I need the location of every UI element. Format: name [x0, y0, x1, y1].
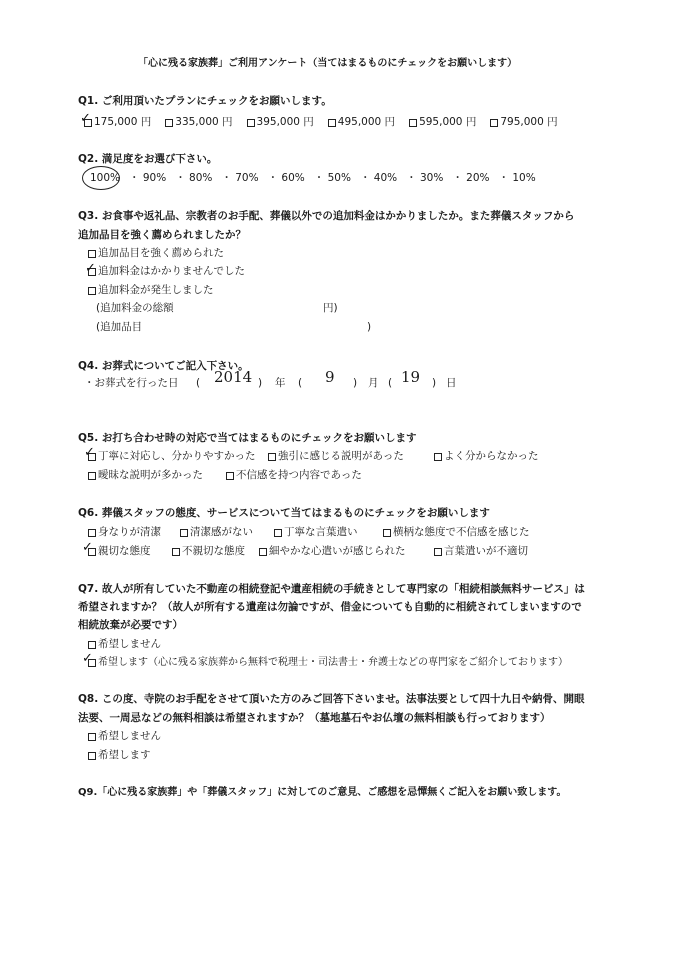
checkbox-icon — [88, 529, 96, 537]
q6-option-arrogant[interactable]: 横柄な態度で不信感を感じた — [383, 526, 530, 539]
q1-options — [84, 116, 558, 129]
checkbox-icon — [180, 529, 188, 537]
q7-label-line2: 希望されますか？（故人が所有する遺産は勿論ですが、借金についても自動的に相続されてしまいますので — [78, 601, 582, 613]
q4-day-value[interactable]: 19 — [401, 368, 421, 386]
q1-option-395000[interactable]: 395,000 円 — [247, 116, 314, 129]
q3-option-no-extra-charge[interactable]: 追加料金はかかりませんでした — [88, 265, 245, 278]
q2-option-30[interactable]: ・ 30% — [406, 172, 444, 184]
q6-option-clean-appearance[interactable]: 身なりが清潔 — [88, 526, 161, 539]
q2-option-10[interactable]: ・ 10% — [498, 172, 536, 184]
q4-month-value[interactable]: 9 — [325, 368, 335, 386]
checkbox-icon — [328, 119, 336, 127]
q2-option-80[interactable]: ・ 80% — [175, 172, 213, 184]
q7-label-line1: Q7. 故人が所有していた不動産の相続登記や遺産相続の手続きとして専門家の「相続相談無料サービス」は — [78, 583, 585, 595]
q2-option-50[interactable]: ・ 50% — [313, 172, 351, 184]
q4-year-open: ( — [196, 377, 201, 389]
q1-label: Q1. ご利用頂いたプランにチェックをお願いします。 — [78, 95, 332, 107]
q6-option-unkind[interactable]: 不親切な態度 — [172, 545, 245, 558]
q3-items-label: (追加品目 — [96, 321, 143, 333]
q6-option-kind[interactable]: 親切な態度 — [88, 545, 151, 558]
survey-title: 「心に残る家族葬」ご利用アンケート（当てはまるものにチェックをお願いします） — [138, 58, 518, 69]
q4-month-open: ( — [298, 377, 303, 389]
q3-label-line2: 追加品目を強く薦められましたか？ — [78, 229, 246, 241]
q4-day-close: ) — [432, 377, 437, 389]
q2-option-40[interactable]: ・ 40% — [359, 172, 398, 184]
checkbox-icon — [226, 472, 234, 480]
q7-label-line3: 相続放棄が必要です） — [78, 619, 183, 631]
checkbox-icon — [88, 641, 96, 649]
q6-label: Q6. 葬儀スタッフの態度、サービスについて当てはまるものにチェックをお願いします — [78, 507, 490, 519]
q8-label-line2: 法要、一周忌などの無料相談は希望されますか？（墓地墓石やお仏壇の無料相談も行っております） — [78, 712, 551, 724]
q6-option-polite-language[interactable]: 丁寧な言葉遣い — [274, 526, 358, 539]
checkbox-icon — [88, 250, 96, 258]
q5-option-pushy[interactable]: 強引に感じる説明があった — [268, 450, 404, 463]
checkbox-icon — [383, 529, 391, 537]
q3-total-label: (追加料金の総額 — [96, 302, 174, 314]
q6-option-inappropriate-language[interactable]: 言葉遣いが不適切 — [434, 545, 528, 558]
q5-option-vague[interactable]: 曖昧な説明が多かった — [88, 469, 203, 482]
checkbox-icon — [434, 548, 442, 556]
q9-label: Q9.「心に残る家族葬」や「葬儀スタッフ」に対してのご意見、ご感想を忌憚無くご記入をお願い致します。 — [78, 787, 567, 798]
q4-month-unit: 月 — [368, 377, 379, 389]
q5-option-polite-clear[interactable]: 丁寧に対応し、分かりやすかった — [88, 450, 256, 463]
q2-option-100[interactable]: 100% — [90, 172, 121, 184]
checkbox-icon — [88, 752, 96, 760]
q4-day-unit: 日 — [446, 377, 457, 389]
q2-options — [90, 172, 536, 185]
q6-option-unclean[interactable]: 清潔感がない — [180, 526, 253, 539]
q2-option-60[interactable]: ・ 60% — [267, 172, 305, 184]
checkmark-icon: ✓ — [82, 540, 93, 555]
q4-year-close: ) — [258, 377, 263, 389]
q4-year-unit: 年 — [275, 377, 286, 389]
q5-label: Q5. お打ち合わせ時の対応で当てはまるものにチェックをお願いします — [78, 432, 417, 444]
q3-items-close: ) — [367, 321, 372, 333]
q3-label-line1: Q3. お食事や返礼品、宗教者のお手配、葬儀以外での追加料金はかかりましたか。また葬儀スタッフから — [78, 210, 575, 222]
q8-option-no[interactable]: 希望しません — [88, 730, 161, 743]
q1-option-795000[interactable]: 795,000 円 — [490, 116, 557, 129]
checkbox-icon — [490, 119, 498, 127]
q2-label: Q2. 満足度をお選び下さい。 — [78, 153, 218, 165]
q1-option-495000[interactable]: 495,000 円 — [328, 116, 395, 129]
q4-date-label: ・お葬式を行った日 — [84, 377, 179, 389]
checkbox-icon — [409, 119, 417, 127]
q7-option-yes[interactable]: 希望します（心に残る家族葬から無料で税理士・司法書士・弁護士などの専門家をご紹介しております） — [88, 656, 568, 669]
q4-day-open: ( — [388, 377, 393, 389]
q1-option-175000[interactable]: 175,000 円 — [84, 116, 151, 129]
checkmark-icon: ✓ — [82, 651, 93, 666]
checkbox-icon — [88, 733, 96, 741]
q5-option-distrust[interactable]: 不信感を持つ内容であった — [226, 469, 362, 482]
checkbox-icon — [259, 548, 267, 556]
checkbox-icon — [88, 472, 96, 480]
checkmark-icon: ✓ — [85, 261, 96, 276]
checkbox-icon — [88, 287, 96, 295]
checkbox-icon — [165, 119, 173, 127]
checkbox-icon — [434, 453, 442, 461]
q1-option-335000[interactable]: 335,000 円 — [165, 116, 232, 129]
q2-option-70[interactable]: ・ 70% — [221, 172, 259, 184]
checkmark-icon: ✓ — [84, 445, 95, 460]
q8-option-yes[interactable]: 希望します — [88, 749, 151, 762]
q6-option-attentive[interactable]: 細やかな心遣いが感じられた — [259, 545, 406, 558]
q4-month-close: ) — [353, 377, 358, 389]
q5-option-unclear[interactable]: よく分からなかった — [434, 450, 539, 463]
checkbox-icon — [247, 119, 255, 127]
q3-total-unit: 円) — [323, 302, 338, 314]
q3-option-extra-charge[interactable]: 追加料金が発生しました — [88, 284, 214, 297]
q2-option-20[interactable]: ・ 20% — [452, 172, 490, 184]
q7-option-no[interactable]: 希望しません — [88, 638, 161, 651]
checkbox-icon — [268, 453, 276, 461]
q8-label-line1: Q8. この度、寺院のお手配をさせて頂いた方のみご回答下さいませ。法事法要として四十九日や納骨、開眼 — [78, 693, 585, 705]
checkbox-icon — [274, 529, 282, 537]
q1-option-595000[interactable]: 595,000 円 — [409, 116, 476, 129]
checkmark-icon: ✓ — [80, 111, 91, 126]
q4-year-value[interactable]: 2014 — [214, 368, 253, 386]
checkbox-icon — [172, 548, 180, 556]
q2-option-90[interactable]: ・ 90% — [129, 172, 167, 184]
selection-circle-icon — [82, 166, 120, 190]
q3-option-strongly-recommended[interactable]: 追加品目を強く薦められた — [88, 247, 224, 260]
q4-label: Q4. お葬式についてご記入下さい。 — [78, 360, 249, 372]
